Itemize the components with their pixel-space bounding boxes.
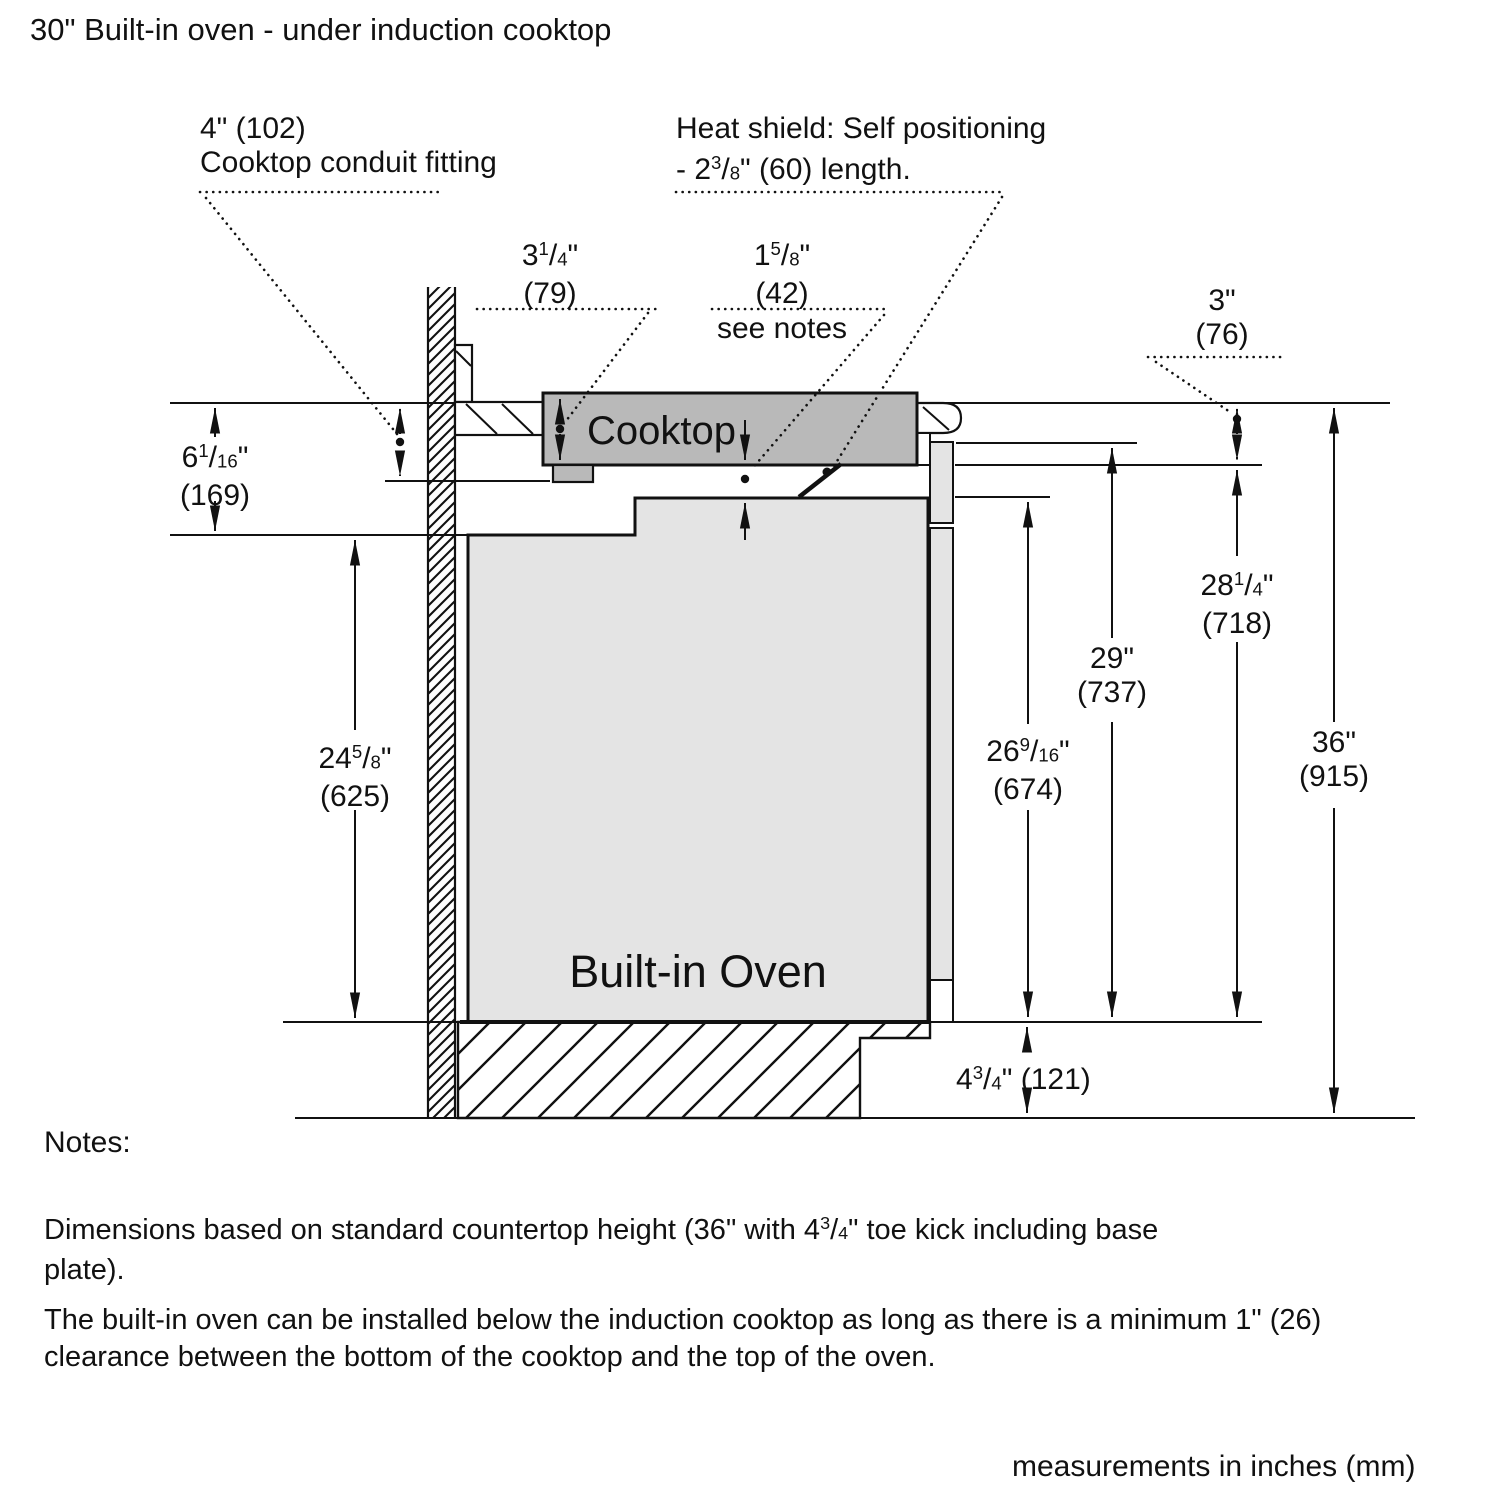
dim-169-value: 6$^1$/16" — [181, 440, 249, 475]
dim-label-674 — [958, 728, 1098, 807]
dim-label-42 — [702, 232, 862, 311]
callout-conduit-line2: Cooktop conduit fitting — [200, 146, 497, 179]
oven-label: Built-in Oven — [569, 946, 827, 997]
dim-718-mm: (718) — [1201, 606, 1273, 640]
wall-hatch — [428, 287, 455, 1118]
dim-76-dot — [1233, 415, 1241, 423]
dim-42-mm: (42) — [755, 276, 809, 310]
dim-label-915 — [1264, 726, 1404, 794]
dim-label-42-note: see notes — [716, 312, 848, 345]
dim-label-718 — [1167, 562, 1307, 641]
dim-42-value: 1$^5$/8" — [753, 238, 811, 273]
dim-737-mm: (737) — [1076, 676, 1148, 709]
callout-conduit-line1: 4" (102) — [200, 112, 306, 145]
leader-conduit — [206, 198, 397, 434]
callout-heat-shield-line2: - 2$^3$/8" (60) length. — [676, 152, 911, 187]
wall — [428, 287, 455, 1118]
notes-heading: Notes: — [44, 1126, 131, 1159]
dim-76-value: 3" — [1208, 284, 1236, 317]
dim-42-dot — [741, 475, 749, 483]
dim-625-value: 24$^5$/8" — [318, 741, 392, 776]
cooktop-side-trim — [917, 433, 930, 465]
dim-76-mm: (76) — [1195, 318, 1249, 351]
callout-conduit — [200, 112, 497, 180]
oven-door-trim-lower — [930, 528, 953, 980]
dim-915-value: 36" — [1311, 726, 1357, 759]
leader-76 — [1156, 362, 1230, 412]
dim-674-value: 26$^9$/16" — [986, 734, 1070, 769]
dim-915-mm: (915) — [1298, 760, 1370, 793]
heat-shield-leader-dot — [823, 468, 832, 477]
dim-label-121: 4$^3$/4" (121) — [956, 1062, 1091, 1097]
conduit-box — [553, 465, 593, 482]
oven-door-step — [930, 980, 953, 1022]
cooktop-label: Cooktop — [587, 409, 736, 453]
dim-169-mm: (169) — [179, 478, 251, 512]
dim-label-79 — [470, 232, 630, 311]
units-note: measurements in inches (mm) — [1012, 1450, 1416, 1483]
dim-674-mm: (674) — [992, 772, 1064, 806]
dim-label-76 — [1158, 284, 1286, 352]
callout-heat-shield — [676, 112, 1046, 191]
oven-body — [468, 498, 928, 1022]
page-title: 30" Built-in oven - under induction cooktop — [30, 12, 612, 47]
callout-heat-shield-line1: Heat shield: Self positioning — [676, 112, 1047, 145]
oven-door-trim-upper — [930, 442, 953, 523]
dim-625-mm: (625) — [319, 779, 391, 813]
dim-79-mm: (79) — [523, 276, 577, 310]
heat-shield-line — [799, 464, 841, 497]
dim-102-dot — [396, 438, 404, 446]
dim-label-625 — [285, 735, 425, 814]
dim-label-737 — [1042, 642, 1182, 710]
base-plate — [458, 1022, 930, 1118]
notes-paragraph-2: The built-in oven can be installed below the induction cooktop as long as there is a minimum 1" (26) clearance between the bottom of the cooktop and the top of the oven. — [44, 1304, 1322, 1373]
dim-79-dot — [556, 425, 564, 433]
dim-737-value: 29" — [1089, 642, 1135, 675]
notes-paragraph-1: Dimensions based on standard countertop height (36" with 4$^3$/4" toe kick including base plate). — [44, 1213, 1159, 1287]
dim-79-value: 3$^1$/4" — [521, 238, 579, 273]
heat-shield — [799, 464, 841, 497]
dim-label-169 — [162, 434, 268, 513]
dim-718-value: 28$^1$/4" — [1200, 568, 1274, 603]
